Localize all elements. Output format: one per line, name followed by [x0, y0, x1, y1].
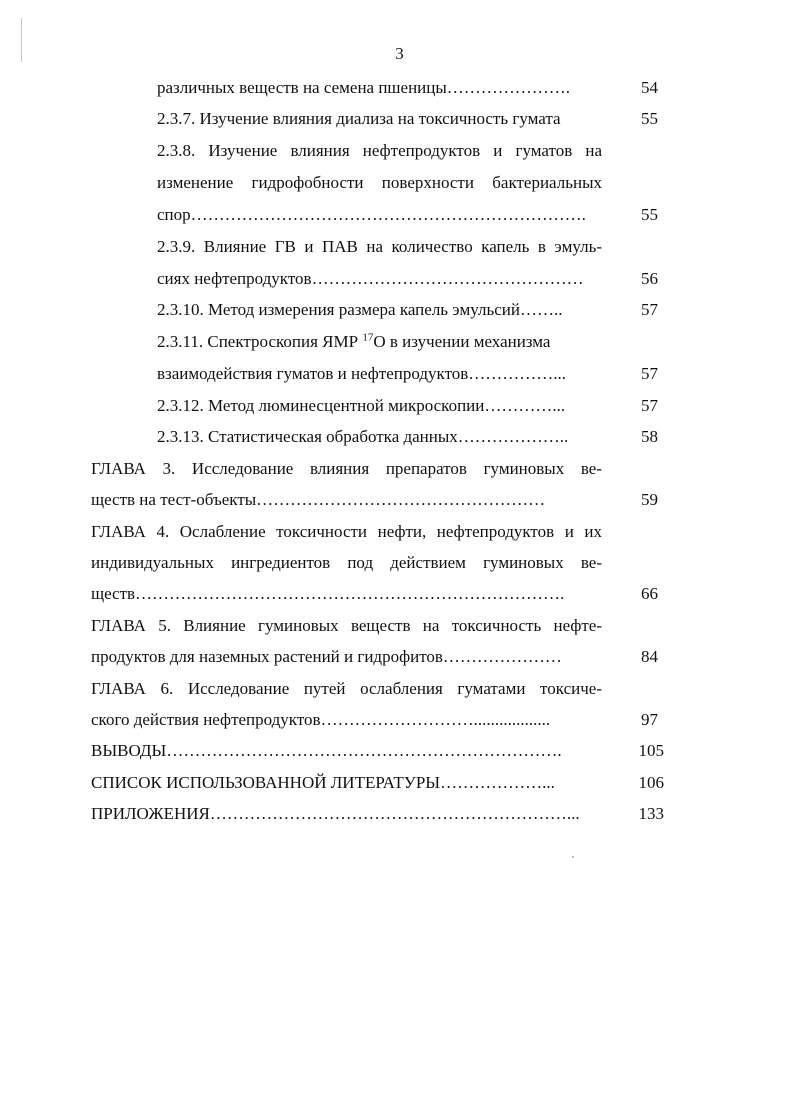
- toc-entry: [91, 798, 664, 829]
- toc-entry: [157, 358, 658, 389]
- page-number: 3: [395, 44, 404, 63]
- toc-entry: [91, 578, 658, 609]
- toc-entry-page: 133: [638, 804, 664, 823]
- toc-entry-text: различных веществ на семена пшеницы………………….: [157, 78, 571, 97]
- toc-entry-text: продуктов для наземных растений и гидрофитов…………………: [91, 647, 562, 666]
- toc-entry-text-before: 2.3.11. Спектроскопия ЯМР: [157, 332, 363, 351]
- toc-entry: [91, 704, 658, 735]
- toc-entry-page: 57: [641, 396, 658, 415]
- toc-entry-page: 55: [641, 109, 658, 128]
- toc-entry-text: [157, 326, 602, 357]
- toc-entry-text: ществ на тест-объекты……………………………………………: [91, 490, 546, 509]
- toc-entry-text: ПРИЛОЖЕНИЯ………………………………………………………...: [91, 804, 580, 823]
- toc-entry: [91, 767, 664, 798]
- isotope-superscript: 17: [362, 331, 374, 344]
- toc-entry-page: 105: [638, 741, 664, 760]
- toc-entry: [91, 641, 658, 672]
- toc-entry-text: 2.3.13. Статистическая обработка данных………………..: [157, 427, 569, 446]
- toc-entry-text: сиях нефтепродуктов…………………………………………: [157, 269, 584, 288]
- toc-entry: [157, 199, 658, 230]
- toc-entry-text: ГЛАВА 3. Исследование влияния препаратов гуминовых ве-: [91, 459, 602, 478]
- toc-entry-text: СПИСОК ИСПОЛЬЗОВАННОЙ ЛИТЕРАТУРЫ………………...: [91, 773, 555, 792]
- toc-entry-text: 2.3.8. Изучение влияния нефтепродуктов и гуматов на: [157, 141, 602, 160]
- toc-entry: [91, 673, 658, 704]
- toc-entry: [157, 294, 658, 325]
- toc-entry: [157, 231, 658, 262]
- toc-entry-page: 57: [641, 300, 658, 319]
- toc-entry-text: ВЫВОДЫ…………………………………………………………….: [91, 741, 562, 760]
- toc-entry: [157, 103, 658, 134]
- toc-entry: [91, 547, 658, 578]
- toc-entry: [157, 167, 658, 198]
- toc-entry-page: 97: [641, 710, 658, 729]
- toc-entry-page: 55: [641, 205, 658, 224]
- toc-entry: [91, 484, 658, 515]
- toc-entry-text: 2.3.9. Влияние ГВ и ПАВ на количество капель в эмуль-: [157, 237, 602, 256]
- toc-entry-page: 106: [638, 773, 664, 792]
- toc-entry: [157, 390, 658, 421]
- toc-entry-text: ГЛАВА 4. Ослабление токсичности нефти, нефтепродуктов и их: [91, 522, 602, 541]
- toc-entry: [91, 735, 664, 766]
- toc-entry: [157, 263, 658, 294]
- toc-entry: [91, 453, 658, 484]
- toc-entry-text: ГЛАВА 6. Исследование путей ослабления гуматами токсиче-: [91, 679, 602, 698]
- toc-entry-page: 57: [641, 364, 658, 383]
- toc-entry-page: 54: [641, 78, 658, 97]
- toc-entry-page: 84: [641, 647, 658, 666]
- toc-entry: [157, 72, 658, 103]
- toc-entry-text: 2.3.10. Метод измерения размера капель эмульсий……..: [157, 300, 563, 319]
- toc-entry: [91, 610, 658, 641]
- toc-entry-page: 66: [641, 584, 658, 603]
- toc-entry-text: ГЛАВА 5. Влияние гуминовых веществ на токсичность нефте-: [91, 616, 602, 635]
- toc-entry-text: ского действия нефтепродуктов………………………..................: [91, 710, 551, 729]
- toc-entry-text: взаимодействия гуматов и нефтепродуктов……………...: [157, 364, 567, 383]
- toc-entry: [157, 326, 658, 357]
- toc-entry-text: 2.3.12. Метод люминесцентной микроскопии…………...: [157, 396, 566, 415]
- toc-entry-page: 59: [641, 490, 658, 509]
- toc-entry: [157, 421, 658, 452]
- toc-entry-text: 2.3.7. Изучение влияния диализа на токсичность гумата: [157, 109, 561, 128]
- toc-entry-page: 56: [641, 269, 658, 288]
- toc-entry-text: спор…………………………………………………………….: [157, 205, 586, 224]
- toc-entry-text: ществ………………………………………………………………….: [91, 584, 565, 603]
- toc-entry: [91, 516, 658, 547]
- toc-entry-text: индивидуальных ингредиентов под действием гуминовых ве-: [91, 553, 602, 572]
- scan-speck: [572, 856, 574, 858]
- toc-entry: [157, 135, 658, 166]
- toc-entry-text-after: O в изучении механизма: [373, 332, 551, 351]
- toc-entry-page: 58: [641, 427, 658, 446]
- toc-entry-text: изменение гидрофобности поверхности бактериальных: [157, 173, 602, 192]
